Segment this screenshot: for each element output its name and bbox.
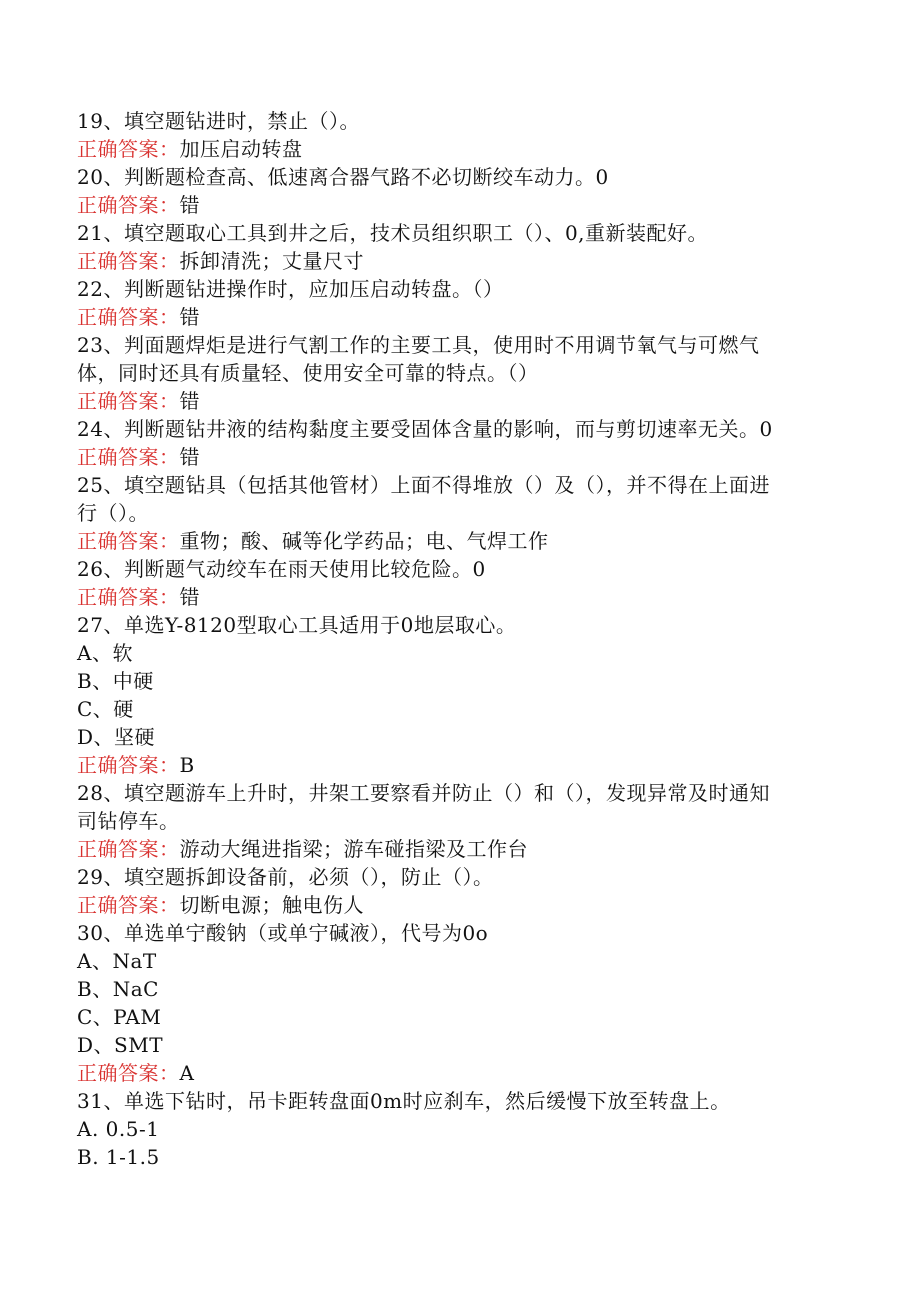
answer-value: 切断电源；触电伤人 bbox=[179, 893, 364, 917]
answer-label: 正确答案： bbox=[77, 837, 180, 861]
question-line: B、中硬 bbox=[77, 669, 154, 693]
answer-value: 拆卸清洗；丈量尺寸 bbox=[179, 249, 364, 273]
question-line: 27、单选Y-8120型取心工具适用于0地层取心。 bbox=[77, 613, 517, 637]
answer-line bbox=[77, 303, 857, 331]
question-line: 行（）。 bbox=[77, 501, 149, 525]
question-line: 司钻停车。 bbox=[77, 809, 180, 833]
question-line: D、SMT bbox=[77, 1033, 164, 1057]
question-line: A、NaT bbox=[77, 949, 157, 973]
question-line: 29、填空题拆卸设备前，必须（），防止（）。 bbox=[77, 865, 494, 889]
answer-value: 加压启动转盘 bbox=[179, 137, 303, 161]
answer-line bbox=[77, 387, 857, 415]
answer-value: 错 bbox=[179, 389, 200, 413]
answer-value: B bbox=[179, 753, 195, 777]
question-line: D、坚硬 bbox=[77, 725, 156, 749]
answer-label: 正确答案： bbox=[77, 249, 180, 273]
question-line: 19、填空题钻进时，禁止（）。 bbox=[77, 109, 360, 133]
document-page bbox=[77, 107, 857, 1171]
answer-line bbox=[77, 135, 857, 163]
question-line: B. 1-1.5 bbox=[77, 1145, 160, 1169]
question-line: 26、判断题气动绞车在雨天使用比较危险。0 bbox=[77, 557, 486, 581]
answer-label: 正确答案： bbox=[77, 529, 180, 553]
answer-line bbox=[77, 891, 857, 919]
question-line: 体，同时还具有质量轻、使用安全可靠的特点。（） bbox=[77, 361, 539, 385]
question-line: 21、填空题取心工具到井之后，技术员组织职工（）、0,重新装配好。 bbox=[77, 221, 709, 245]
answer-label: 正确答案： bbox=[77, 1061, 180, 1085]
answer-label: 正确答案： bbox=[77, 137, 180, 161]
question-line: 25、填空题钻具（包括其他管材）上面不得堆放（）及（），并不得在上面进 bbox=[77, 473, 770, 497]
question-line: A、软 bbox=[77, 641, 133, 665]
question-line: 28、填空题游车上升时，井架工要察看并防止（）和（），发现异常及时通知 bbox=[77, 781, 770, 805]
question-line: 23、判面题焊炬是进行气割工作的主要工具，使用时不用调节氧气与可燃气 bbox=[77, 333, 760, 357]
question-line: 31、单选下钻时，吊卡距转盘面0m时应刹车，然后缓慢下放至转盘上。 bbox=[77, 1089, 731, 1113]
answer-line bbox=[77, 1059, 857, 1087]
question-line: C、PAM bbox=[77, 1005, 162, 1029]
answer-value: A bbox=[179, 1061, 195, 1085]
question-line: C、硬 bbox=[77, 697, 134, 721]
answer-value: 错 bbox=[179, 445, 200, 469]
answer-line bbox=[77, 583, 857, 611]
question-line: B、NaC bbox=[77, 977, 159, 1001]
question-line: 20、判断题检查高、低速离合器气路不必切断绞车动力。0 bbox=[77, 165, 609, 189]
answer-line bbox=[77, 191, 857, 219]
answer-line bbox=[77, 443, 857, 471]
answer-value: 错 bbox=[179, 585, 200, 609]
answer-label: 正确答案： bbox=[77, 445, 180, 469]
answer-value: 游动大绳进指梁；游车碰指梁及工作台 bbox=[179, 837, 528, 861]
answer-line bbox=[77, 751, 857, 779]
answer-label: 正确答案： bbox=[77, 753, 180, 777]
answer-label: 正确答案： bbox=[77, 389, 180, 413]
answer-value: 重物；酸、碱等化学药品；电、气焊工作 bbox=[179, 529, 549, 553]
answer-line bbox=[77, 247, 857, 275]
answer-line bbox=[77, 527, 857, 555]
answer-label: 正确答案： bbox=[77, 893, 180, 917]
question-line: 22、判断题钻进操作时，应加压启动转盘。（） bbox=[77, 277, 504, 301]
answer-label: 正确答案： bbox=[77, 193, 180, 217]
question-line: 24、判断题钻井液的结构黏度主要受固体含量的影响，而与剪切速率无关。0 bbox=[77, 417, 773, 441]
answer-line bbox=[77, 835, 857, 863]
question-line: 30、单选单宁酸钠（或单宁碱液），代号为0o bbox=[77, 921, 489, 945]
answer-value: 错 bbox=[179, 305, 200, 329]
answer-value: 错 bbox=[179, 193, 200, 217]
answer-label: 正确答案： bbox=[77, 585, 180, 609]
question-line: A. 0.5-1 bbox=[77, 1117, 160, 1141]
answer-label: 正确答案： bbox=[77, 305, 180, 329]
